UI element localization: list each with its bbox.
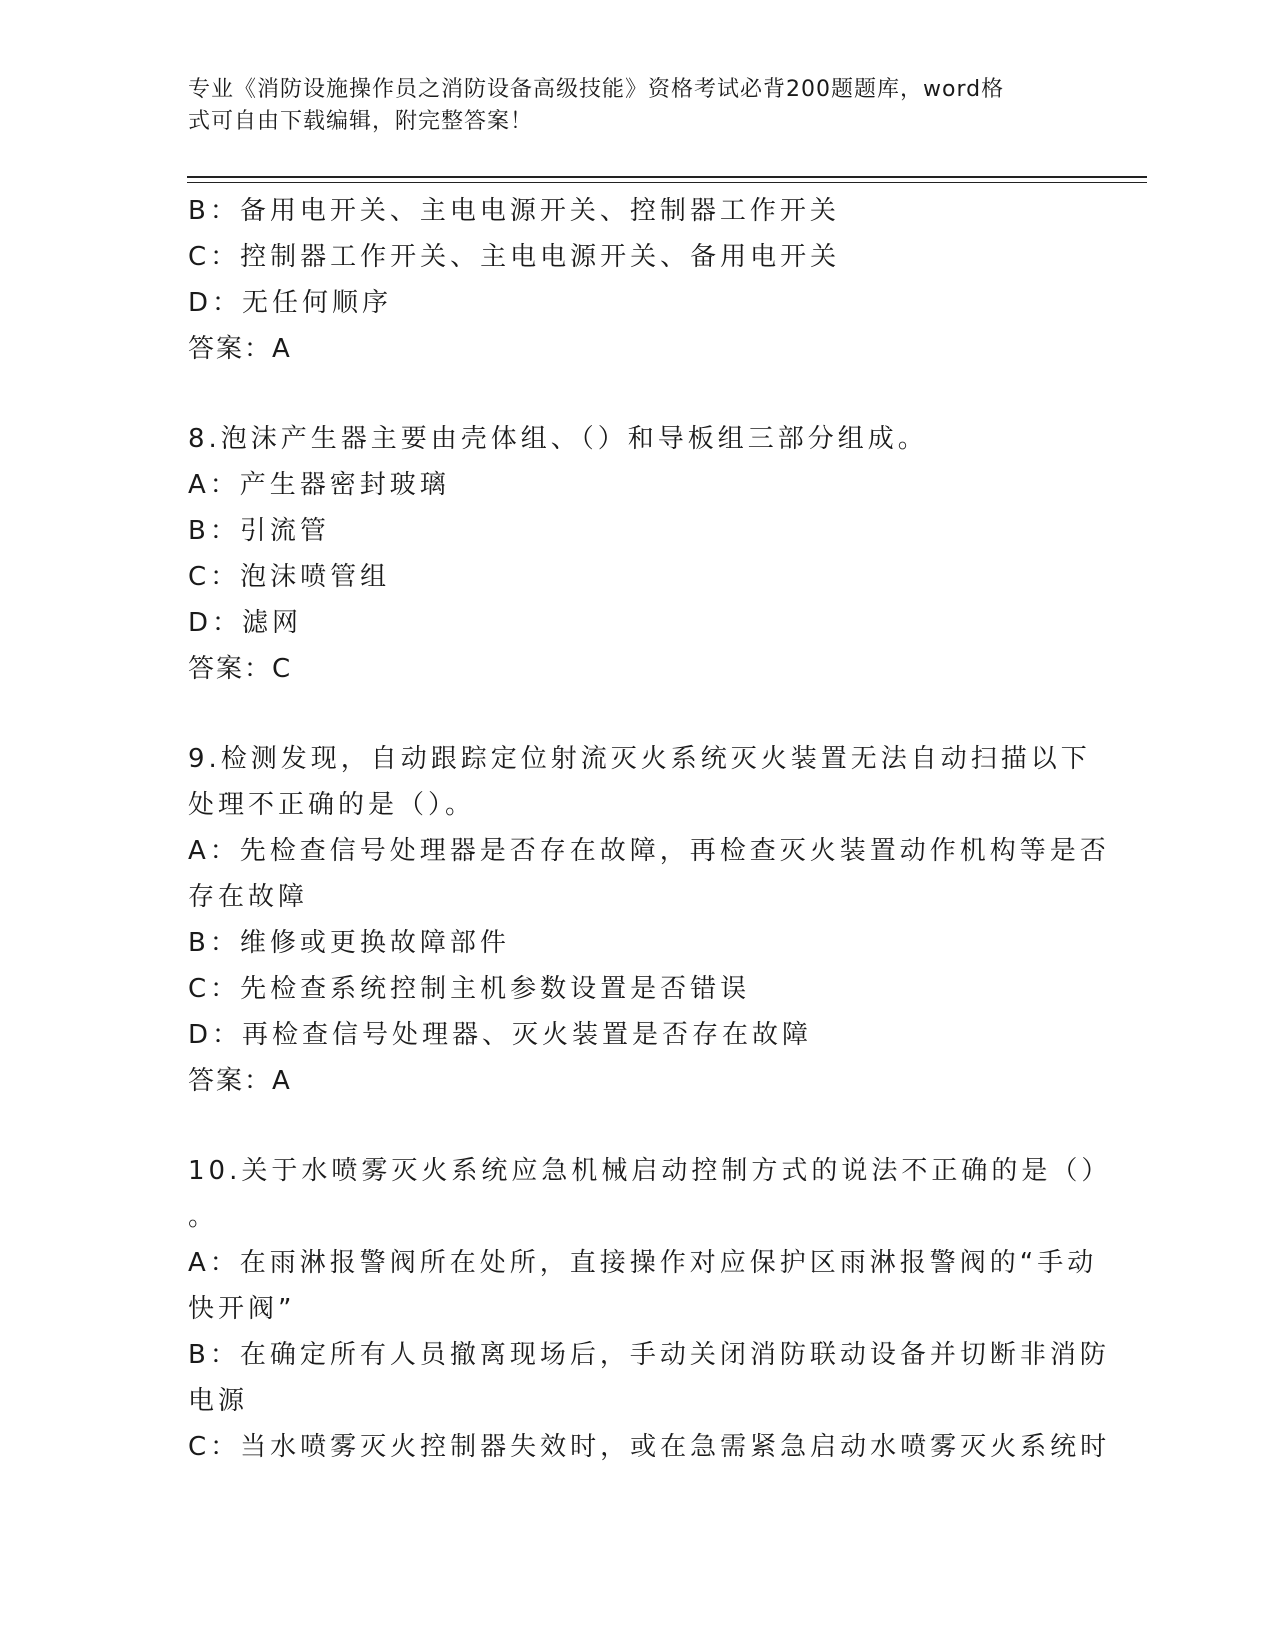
header-divider-thin: [187, 182, 1147, 183]
option-a-line-2: 存在故障: [188, 882, 309, 912]
option-c-line-1: C：当水喷雾灭火控制器失效时，或在急需紧急启动水喷雾灭火系统时: [188, 1432, 1111, 1462]
answer-line: 答案：C: [188, 654, 293, 684]
answer-line: 答案：A: [188, 1066, 292, 1096]
answer-line: 答案：A: [188, 334, 292, 364]
option-b: B：备用电开关、主电电源开关、控制器工作开关: [188, 196, 840, 226]
header-divider-thick: [187, 176, 1147, 178]
question-text-line-2: 处理不正确的是（）。: [188, 790, 476, 820]
option-c: C：控制器工作开关、主电电源开关、备用电开关: [188, 242, 841, 272]
option-b: B：引流管: [188, 516, 330, 546]
question-list: [188, 188, 1112, 1470]
question-9: [188, 736, 1110, 1104]
option-a: A：产生器密封玻璃: [188, 470, 450, 500]
header-line-1: 专业《消防设施操作员之消防设备高级技能》资格考试必背200题题库，word格: [188, 77, 1005, 102]
question-text-line-1: 10.关于水喷雾灭火系统应急机械启动控制方式的说法不正确的是（）: [188, 1156, 1112, 1186]
option-d: D：再检查信号处理器、灭火装置是否存在故障: [188, 1020, 813, 1050]
option-b-line-2: 电源: [188, 1386, 249, 1416]
header-line-2: 式可自由下载编辑，附完整答案！: [188, 109, 534, 134]
question-text-line-2: 。: [188, 1202, 219, 1232]
option-c: C：先检查系统控制主机参数设置是否错误: [188, 974, 751, 1004]
option-d: D：无任何顺序: [188, 288, 393, 318]
option-c: C：泡沫喷管组: [188, 562, 391, 592]
option-b-line-1: B：在确定所有人员撤离现场后，手动关闭消防联动设备并切断非消防: [188, 1340, 1110, 1370]
option-b: B：维修或更换故障部件: [188, 928, 510, 958]
question-text: 8.泡沫产生器主要由壳体组、（）和导板组三部分组成。: [188, 424, 928, 454]
option-a-line-2: 快开阀”: [188, 1294, 296, 1324]
option-a-line-1: A：先检查信号处理器是否存在故障，再检查灭火装置动作机构等是否: [188, 836, 1110, 866]
question-7-tail: [188, 188, 1068, 372]
question-10: [188, 1148, 1112, 1470]
question-8: [188, 416, 1068, 692]
document-header: [188, 74, 1068, 138]
question-text-line-1: 9.检测发现，自动跟踪定位射流灭火系统灭火装置无法自动扫描以下: [188, 744, 1091, 774]
option-a-line-1: A：在雨淋报警阀所在处所，直接操作对应保护区雨淋报警阀的“手动: [188, 1248, 1098, 1278]
option-d: D：滤网: [188, 608, 303, 638]
